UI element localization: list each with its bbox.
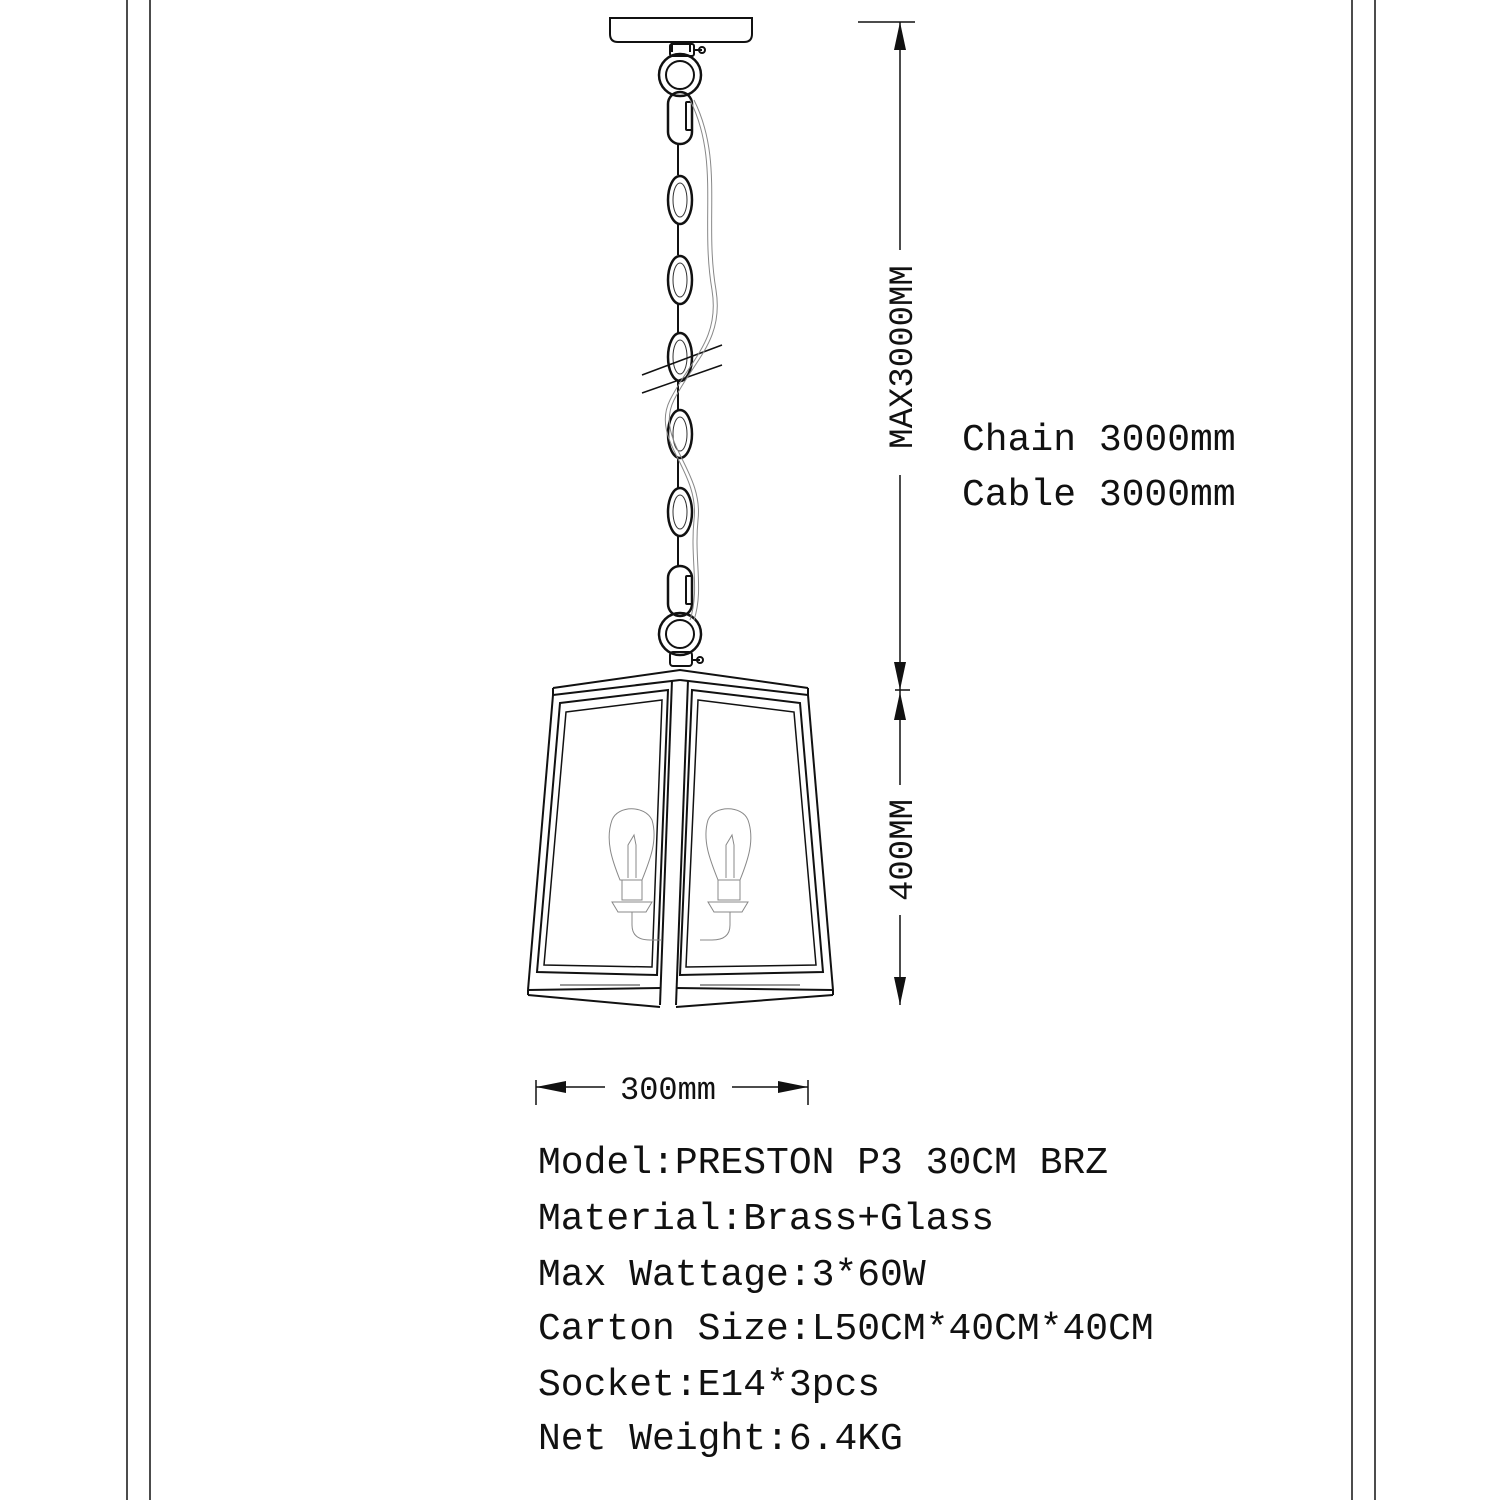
ceiling-canopy (610, 18, 752, 56)
drop-height-label: MAX3000MM (885, 265, 923, 449)
body-height-label: 400MM (885, 798, 923, 902)
spec-socket: Socket:E14*3pcs (538, 1364, 881, 1407)
spec-material: Material:Brass+Glass (538, 1198, 995, 1241)
width-label: 300mm (619, 1072, 717, 1109)
spec-model: Model:PRESTON P3 30CM BRZ (538, 1142, 1109, 1185)
cable-note: Cable 3000mm (962, 474, 1236, 517)
spec-net-weight: Net Weight:6.4KG (538, 1418, 903, 1461)
spec-max-wattage: Max Wattage:3*60W (538, 1254, 926, 1297)
chain (642, 54, 722, 666)
bulb-right (700, 809, 751, 940)
chain-note: Chain 3000mm (962, 419, 1236, 462)
spec-list (538, 1142, 1154, 1461)
lantern-body (528, 670, 833, 1007)
spec-carton-size: Carton Size:L50CM*40CM*40CM (538, 1308, 1154, 1351)
